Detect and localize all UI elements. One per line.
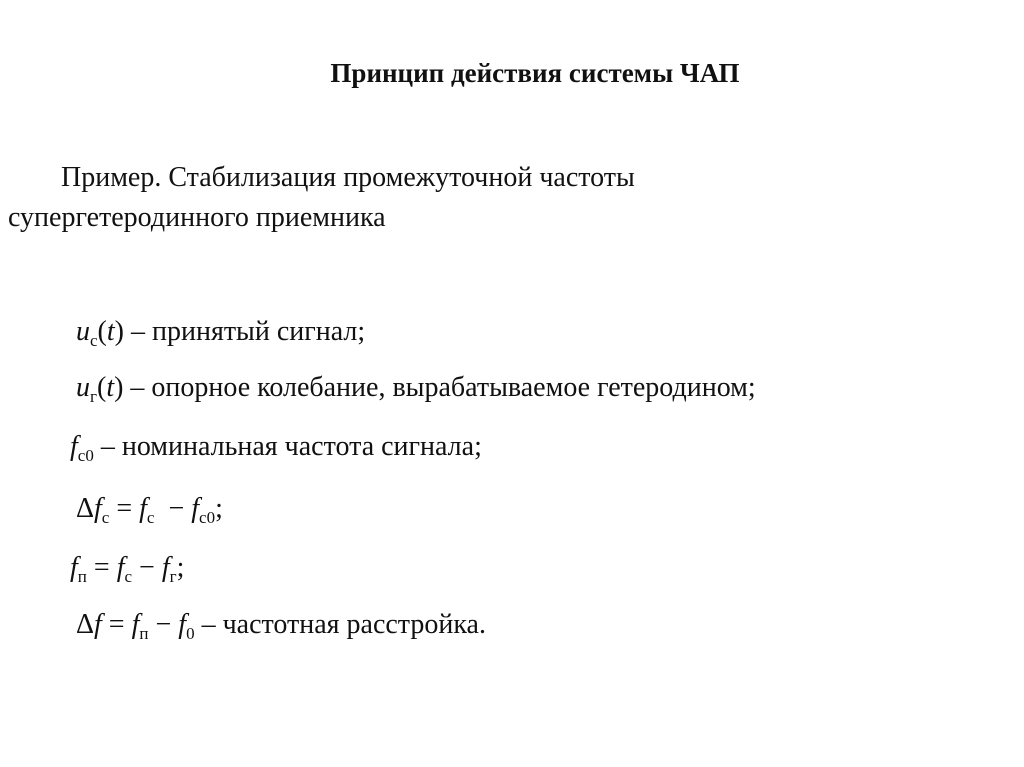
delta-symbol: Δ <box>76 609 95 640</box>
formula-symbol: f <box>70 552 78 583</box>
formula-symbol: f <box>178 609 187 640</box>
formula-subscript: г <box>90 387 97 406</box>
formula-intermediate-frequency <box>70 552 184 587</box>
formula-symbol: u <box>76 372 90 403</box>
formula-description: – принятый сигнал; <box>123 316 366 347</box>
intro-line-1: Пример. Стабилизация промежуточной частоты <box>61 162 635 193</box>
formula-arg-var: t <box>106 372 115 403</box>
formula-subscript: с0 <box>199 508 216 527</box>
formula-nominal-frequency <box>70 431 482 466</box>
formula-subscript: с <box>90 331 98 350</box>
formula-frequency-detuning <box>76 609 486 644</box>
formula-reference-oscillation <box>76 372 756 407</box>
intro-line-2: супергетеродинного приемника <box>8 202 386 233</box>
slide-title: Принцип действия системы ЧАП <box>330 58 740 88</box>
formula-subscript: с <box>146 508 155 527</box>
formula-symbol: f <box>191 493 200 524</box>
formula-description: – опорное колебание, вырабатываемое гетеродином; <box>123 372 756 403</box>
formula-symbol: f <box>70 431 78 462</box>
formula-end: ; <box>215 493 223 524</box>
formula-symbol: f <box>94 493 102 524</box>
formula-symbol: f <box>161 552 170 583</box>
formula-subscript: п <box>77 567 87 586</box>
formula-description: – частотная расстройка. <box>194 609 486 640</box>
formula-symbol: f <box>131 609 140 640</box>
formula-subscript: с <box>101 508 110 527</box>
formula-subscript: с <box>124 567 133 586</box>
equals-sign: = <box>86 552 117 583</box>
formula-subscript: г <box>169 567 177 586</box>
formula-subscript: с0 <box>77 446 94 465</box>
formula-subscript: 0 <box>186 624 195 643</box>
formula-received-signal <box>76 316 365 351</box>
formula-symbol: u <box>76 316 90 347</box>
formula-argument: (t) <box>96 372 124 403</box>
intro-paragraph <box>8 158 1008 238</box>
equals-sign: = <box>101 609 132 640</box>
formula-argument: (t) <box>97 316 124 347</box>
minus-sign: − <box>132 552 162 583</box>
formula-arg-var: t <box>106 316 115 347</box>
minus-sign: − <box>154 493 192 524</box>
formula-end: ; <box>176 552 185 583</box>
formula-symbol: f <box>139 493 147 524</box>
formula-delta-fc <box>76 493 223 528</box>
delta-symbol: Δ <box>76 493 95 524</box>
formula-symbol: f <box>94 609 102 640</box>
formula-symbol: f <box>116 552 125 583</box>
formula-subscript: п <box>139 624 149 643</box>
minus-sign: − <box>148 609 179 640</box>
formula-description: – номинальная частота сигнала; <box>93 431 482 462</box>
equals-sign: = <box>109 493 140 524</box>
